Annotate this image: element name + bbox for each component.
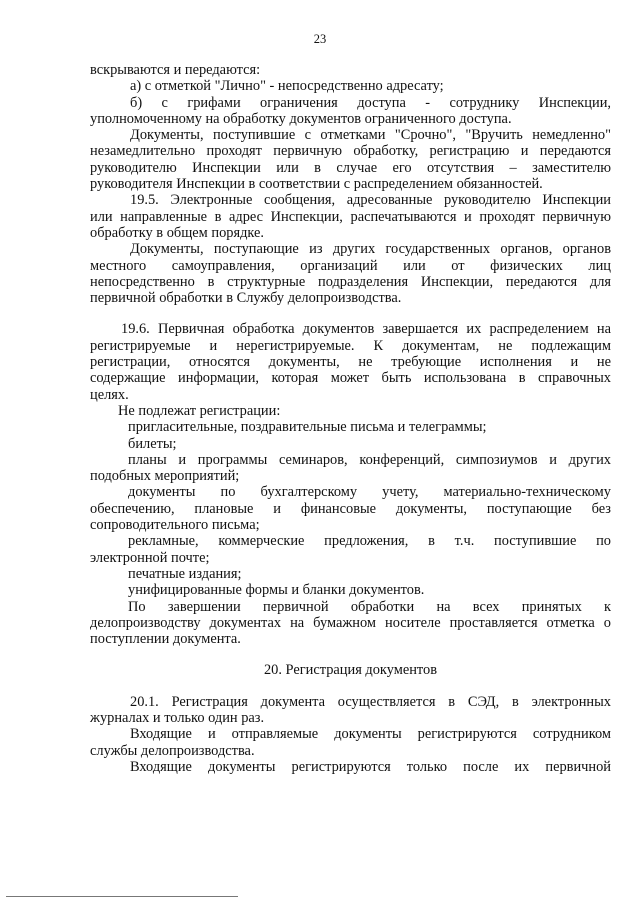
paragraph-gap <box>90 679 611 694</box>
text-line: журналах и только один раз. <box>90 709 265 726</box>
text-line: 19.6. Первичная обработка документов завершается их распределением на <box>121 321 611 338</box>
text-line: руководителя Инспекции в соответствии с распределением обязанностей. <box>90 176 543 193</box>
list-item: унифицированные формы и бланки документов. <box>128 582 425 599</box>
document-body <box>90 62 611 775</box>
text-line: местного самоуправления, организаций или от физических лиц <box>90 257 611 274</box>
text-line: обработку в общем порядке. <box>90 224 265 241</box>
text-line: Документы, поступившие с отметками "Срочно", "Вручить немедленно" <box>130 127 611 144</box>
text-line: вскрываются и передаются: <box>90 62 261 78</box>
text-line: обеспечению, плановые и финансовые документы, поступающие без <box>90 500 611 517</box>
text-line: а) с отметкой "Лично" - непосредственно адресату; <box>130 78 444 95</box>
text-line: Документы, поступающие из других государственных органов, органов <box>130 241 611 258</box>
text-line: делопроизводству документах на бумажном носителе проставляется отметка о <box>90 614 611 631</box>
text-line: содержащие информации, которая может быть использована в справочных <box>90 370 611 387</box>
text-line: поступлении документа. <box>90 631 241 648</box>
text-line: Входящие и отправляемые документы регистрируются сотрудником <box>130 726 611 743</box>
text-line: уполномоченному на обработку документов ограниченного доступа. <box>90 110 512 127</box>
paragraph-gap <box>90 647 611 662</box>
exclusion-list <box>90 419 611 468</box>
text-line: регистрации, относятся документы, не требующие исполнения и не <box>90 354 611 371</box>
text-line: непосредственно в структурные подразделения Инспекции, передаются для <box>90 273 611 290</box>
list-item: печатные издания; <box>128 565 242 582</box>
list-item: документы по бухгалтерскому учету, материально-техническому <box>128 484 611 501</box>
list-item: пригласительные, поздравительные письма и телеграммы; <box>128 419 487 436</box>
list-item: рекламные, коммерческие предложения, в т.ч. поступившие по <box>128 533 611 550</box>
text-line: Входящие документы регистрируются только после их первичной <box>130 758 611 775</box>
text-line: руководителю Инспекции или в случае его отсутствия – заместителю <box>90 159 611 176</box>
text-line: или направленные в адрес Инспекции, распечатываются и проходят первичную <box>90 208 611 225</box>
footer-rule <box>6 896 238 897</box>
text-line: службы делопроизводства. <box>90 742 255 759</box>
text-line: Не подлежат регистрации: <box>118 402 281 419</box>
text-line: электронной почте; <box>90 549 210 566</box>
list-item: билеты; <box>128 435 177 452</box>
paragraph-gap <box>90 306 611 321</box>
text-line: 19.5. Электронные сообщения, адресованные руководителю Инспекции <box>130 192 611 209</box>
text-line: целях. <box>90 386 129 403</box>
text-line: По завершении первичной обработки на всех принятых к <box>128 598 611 615</box>
text-line: незамедлительно проходят первичную обработку, регистрацию и передаются <box>90 143 611 160</box>
text-line: регистрируемые и нерегистрируемые. К документам, не подлежащим <box>90 337 611 354</box>
text-line: сопроводительного письма; <box>90 517 260 534</box>
text-line: первичной обработки в Службу делопроизводства. <box>90 290 402 307</box>
text-line: 20.1. Регистрация документа осуществляется в СЭД, в электронных <box>130 693 611 710</box>
section-heading: 20. Регистрация документов <box>263 662 438 679</box>
page-number: 23 <box>313 32 327 46</box>
text-line: б) с грифами ограничения доступа - сотруднику Инспекции, <box>130 94 611 111</box>
text-line: подобных мероприятий; <box>90 468 240 485</box>
list-item: планы и программы семинаров, конференций, симпозиумов и других <box>128 451 611 468</box>
